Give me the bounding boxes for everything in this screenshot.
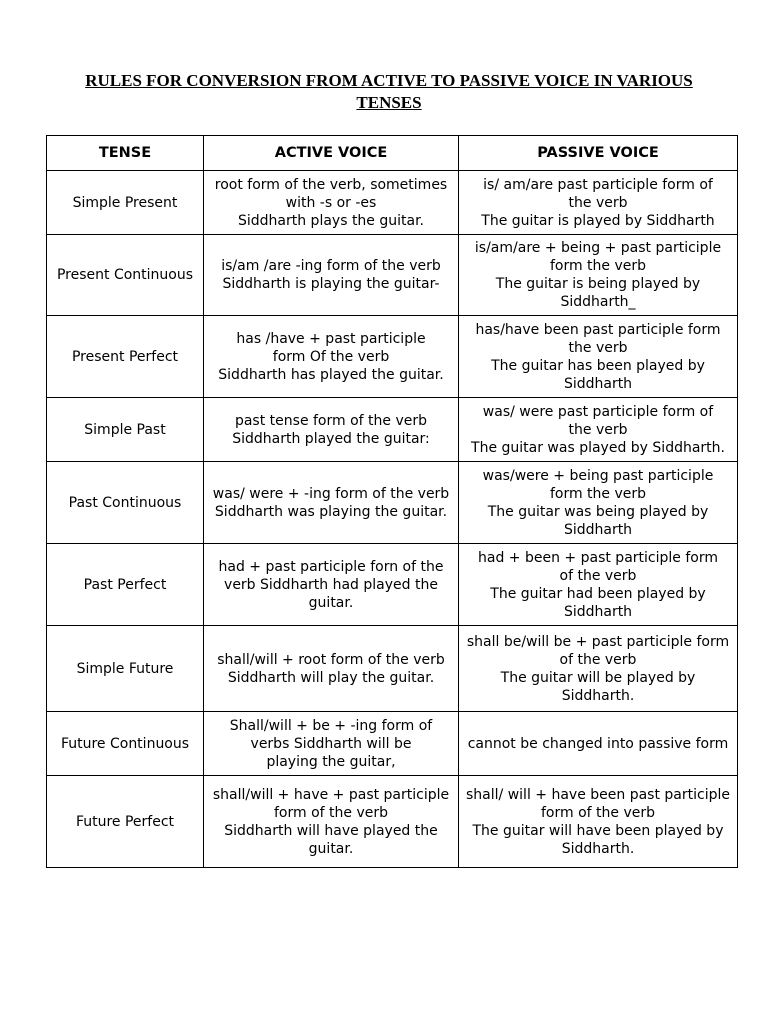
passive-voice-cell: [459, 776, 738, 868]
passive-text-line: The guitar had been played by: [490, 585, 706, 602]
active-voice-cell: [204, 235, 459, 316]
passive-text-line: is/am/are + being + past participle: [474, 240, 722, 256]
passive-text-line: The guitar will be played by: [500, 669, 696, 686]
active-text-line: root form of the verb, sometimes: [214, 176, 448, 193]
passive-text-line: cannot be changed into passive form: [467, 735, 729, 752]
passive-text-line: The guitar has been played by: [491, 357, 705, 374]
tense-cell: Future Continuous: [47, 712, 204, 776]
passive-text-line: The guitar will have been played by: [472, 822, 724, 839]
table-row: [47, 462, 738, 544]
active-voice-cell: [204, 462, 459, 544]
passive-text-line: is/ am/are past participle form of: [483, 176, 713, 193]
active-voice-cell: [204, 626, 459, 712]
active-text-line: Siddharth plays the guitar.: [237, 212, 425, 229]
passive-voice-cell: [459, 462, 738, 544]
active-voice-cell: [204, 712, 459, 776]
passive-text-line: the verb: [568, 194, 628, 211]
active-text-line: Siddharth will play the guitar.: [227, 669, 435, 686]
table-row: [47, 776, 738, 868]
passive-text-line: had + been + past participle form: [478, 549, 718, 566]
active-text-line: Siddharth is playing the guitar-: [222, 276, 440, 292]
header-row: [47, 136, 738, 171]
page-title: [40, 70, 738, 114]
passive-voice-cell: [459, 235, 738, 316]
passive-text-line: Siddharth.: [561, 687, 635, 704]
title-line-2: TENSES: [356, 93, 422, 112]
active-text-line: with -s or -es: [285, 194, 377, 211]
passive-text-line: of the verb: [559, 567, 637, 584]
tense-cell: Simple Present: [47, 171, 204, 235]
passive-text-line: The guitar was being played by: [487, 503, 709, 520]
active-text-line: Siddharth played the guitar:: [232, 430, 430, 447]
passive-text-line: Siddharth: [563, 603, 633, 620]
active-text-line: guitar.: [308, 840, 354, 857]
passive-text-line: shall/ will + have been past participle: [466, 786, 730, 803]
passive-text-line: The guitar is played by Siddharth: [481, 212, 715, 229]
passive-voice-cell: [459, 316, 738, 398]
active-text-line: Shall/will + be + -ing form of: [229, 717, 433, 734]
active-text-line: had + past participle forn of the: [218, 558, 444, 575]
active-voice-cell: [204, 776, 459, 868]
active-text-line: was/ were + -ing form of the verb: [212, 485, 450, 502]
passive-text-line: form the verb: [549, 258, 647, 274]
table-row: [47, 171, 738, 235]
active-text-line: playing the guitar,: [266, 753, 396, 770]
table-body: [47, 171, 738, 868]
table-row: [47, 235, 738, 316]
tense-cell: Future Perfect: [47, 776, 204, 868]
active-text-line: guitar.: [308, 594, 354, 611]
active-text-line: shall/will + have + past participle: [212, 786, 450, 803]
tense-cell: Past Continuous: [47, 462, 204, 544]
header-active-voice: ACTIVE VOICE: [204, 136, 459, 171]
passive-text-line: was/were + being past participle: [482, 467, 714, 484]
passive-voice-cell: [459, 626, 738, 712]
active-text-line: has /have + past participle: [236, 330, 426, 347]
active-text-line: form Of the verb: [272, 348, 390, 365]
passive-text-line: The guitar is being played by: [495, 276, 701, 292]
table-row: [47, 316, 738, 398]
passive-voice-cell: [459, 398, 738, 462]
table-row: [47, 544, 738, 626]
passive-text-line: has/have been past participle form: [475, 321, 721, 338]
passive-text-line: form of the verb: [540, 804, 655, 821]
passive-voice-cell: [459, 544, 738, 626]
header-passive-voice: PASSIVE VOICE: [459, 136, 738, 171]
passive-text-line: Siddharth: [563, 521, 633, 538]
active-text-line: past tense form of the verb: [234, 412, 428, 429]
active-voice-cell: [204, 398, 459, 462]
tense-cell: Present Perfect: [47, 316, 204, 398]
passive-voice-cell: [459, 712, 738, 776]
table-row: [47, 712, 738, 776]
active-text-line: verb Siddharth had played the: [224, 576, 438, 593]
active-voice-cell: [204, 544, 459, 626]
active-text-line: Siddharth has played the guitar.: [218, 366, 444, 383]
passive-text-line: the verb: [568, 339, 628, 356]
active-voice-cell: [204, 171, 459, 235]
header-tense: TENSE: [47, 136, 204, 171]
active-text-line: verbs Siddharth will be: [250, 735, 412, 752]
title-line-1: RULES FOR CONVERSION FROM ACTIVE TO PASSIVE VOICE IN VARIOUS: [85, 71, 693, 90]
active-text-line: shall/will + root form of the verb: [217, 651, 445, 668]
tense-cell: Past Perfect: [47, 544, 204, 626]
passive-text-line: form the verb: [549, 485, 647, 502]
active-text-line: form of the verb: [273, 804, 388, 821]
table-row: [47, 398, 738, 462]
active-voice-cell: [204, 316, 459, 398]
passive-text-line: Siddharth_: [560, 294, 636, 310]
passive-text-line: Siddharth.: [561, 840, 635, 857]
passive-text-line: of the verb: [559, 651, 637, 668]
active-text-line: is/am /are -ing form of the verb: [221, 258, 441, 274]
passive-text-line: shall be/will be + past participle form: [466, 633, 730, 650]
tense-cell: Present Continuous: [47, 235, 204, 316]
conversion-table: [46, 135, 738, 868]
table-row: [47, 626, 738, 712]
tense-cell: Simple Past: [47, 398, 204, 462]
passive-text-line: The guitar was played by Siddharth.: [471, 439, 725, 456]
passive-voice-cell: [459, 171, 738, 235]
tense-cell: Simple Future: [47, 626, 204, 712]
active-text-line: Siddharth was playing the guitar.: [214, 503, 448, 520]
passive-text-line: Siddharth: [563, 375, 633, 392]
active-text-line: Siddharth will have played the: [224, 822, 438, 839]
passive-text-line: was/ were past participle form of: [482, 403, 714, 420]
passive-text-line: the verb: [568, 421, 628, 438]
